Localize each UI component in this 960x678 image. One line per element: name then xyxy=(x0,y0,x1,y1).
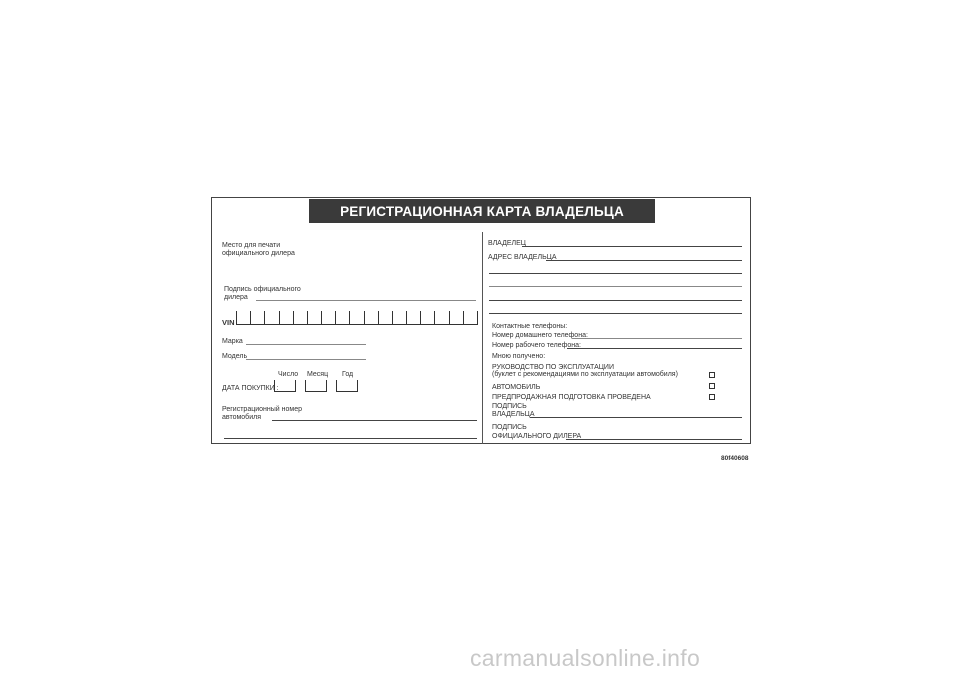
dealer-signature-right-label-line2: ОФИЦИАЛЬНОГО ДИЛЕРА xyxy=(492,433,582,440)
owner-address-line3[interactable] xyxy=(489,286,742,287)
home-phone-field[interactable] xyxy=(572,338,742,339)
vin-cell[interactable] xyxy=(393,311,407,325)
vin-cell[interactable] xyxy=(379,311,393,325)
registration-card xyxy=(211,197,751,444)
vin-cell[interactable] xyxy=(322,311,336,325)
vin-cell[interactable] xyxy=(450,311,464,325)
received-label: Мною получено: xyxy=(492,353,546,360)
reg-number-label-line2: автомобиля xyxy=(222,414,261,421)
owner-address-label: АДРЕС ВЛАДЕЛЬЦА xyxy=(488,254,557,261)
vin-cell[interactable] xyxy=(421,311,435,325)
stamp-place-label-line1: Место для печати xyxy=(222,242,281,249)
make-field[interactable] xyxy=(246,344,366,345)
manual-label-line2: (буклет с рекомендациями по эксплуатации автомобиля) xyxy=(492,371,678,378)
purchase-year-field[interactable] xyxy=(336,380,358,392)
owner-signature-label-line2: ВЛАДЕЛЬЦА xyxy=(492,411,535,418)
vehicle-label: АВТОМОБИЛЬ xyxy=(492,384,541,391)
dealer-signature-field[interactable] xyxy=(256,300,476,301)
vin-cell[interactable] xyxy=(294,311,308,325)
model-label: Модель xyxy=(222,353,248,360)
owner-label: ВЛАДЕЛЕЦ xyxy=(488,240,526,247)
reg-number-field[interactable] xyxy=(272,420,477,421)
vin-cell[interactable] xyxy=(435,311,449,325)
dealer-signature-label-line2: дилера xyxy=(224,294,248,301)
purchase-month-field[interactable] xyxy=(305,380,327,392)
owner-address-line4[interactable] xyxy=(489,300,742,301)
owner-signature-field[interactable] xyxy=(530,417,742,418)
purchase-date-label: ДАТА ПОКУПКИ : xyxy=(222,385,279,392)
day-label: Число xyxy=(278,371,299,378)
dealer-signature-label-line1: Подпись официального xyxy=(224,286,301,293)
manual-checkbox[interactable] xyxy=(709,372,715,378)
dealer-signature-right-label-line1: ПОДПИСЬ xyxy=(492,424,527,431)
predelivery-checkbox[interactable] xyxy=(709,394,715,400)
owner-signature-label-line1: ПОДПИСЬ xyxy=(492,403,527,410)
vehicle-checkbox[interactable] xyxy=(709,383,715,389)
predelivery-label: ПРЕДПРОДАЖНАЯ ПОДГОТОВКА ПРОВЕДЕНА xyxy=(492,394,651,401)
vin-cell[interactable] xyxy=(336,311,350,325)
owner-address-line2[interactable] xyxy=(489,273,742,274)
year-label: Год xyxy=(342,371,354,378)
vin-cell[interactable] xyxy=(350,311,364,325)
vin-field[interactable] xyxy=(236,311,478,325)
work-phone-field[interactable] xyxy=(567,348,742,349)
page-code: 80f40608 xyxy=(721,455,749,462)
vin-cell[interactable] xyxy=(407,311,421,325)
watermark: carmanualsonline.info xyxy=(470,645,701,671)
vin-cell[interactable] xyxy=(265,311,279,325)
vin-cell[interactable] xyxy=(464,311,478,325)
stamp-place-label-line2: официального дилера xyxy=(222,250,295,257)
vin-cell[interactable] xyxy=(251,311,265,325)
dealer-signature-right-field[interactable] xyxy=(566,439,742,440)
contact-phones-label: Контактные телефоны: xyxy=(492,323,568,330)
manual-label-line1: РУКОВОДСТВО ПО ЭКСПЛУАТАЦИИ xyxy=(492,364,614,371)
card-title: РЕГИСТРАЦИОННАЯ КАРТА ВЛАДЕЛЬЦА xyxy=(309,199,655,223)
month-label: Месяц xyxy=(307,371,329,378)
purchase-day-field[interactable] xyxy=(274,380,296,392)
owner-field[interactable] xyxy=(522,246,742,247)
make-label: Марка xyxy=(222,338,243,345)
work-phone-label: Номер рабочего телефона: xyxy=(492,342,581,349)
home-phone-label: Номер домашнего телефона: xyxy=(492,332,588,339)
vin-cell[interactable] xyxy=(308,311,322,325)
model-field[interactable] xyxy=(246,359,366,360)
reg-number-label-line1: Регистрационный номер xyxy=(222,406,302,413)
vin-cell[interactable] xyxy=(280,311,294,325)
owner-address-field[interactable] xyxy=(546,260,742,261)
owner-address-line5[interactable] xyxy=(489,313,742,314)
vin-cell[interactable] xyxy=(237,311,251,325)
reg-number-field-extra[interactable] xyxy=(224,438,477,439)
vin-label: VIN xyxy=(222,318,235,327)
card-divider xyxy=(482,232,483,444)
vin-cell[interactable] xyxy=(365,311,379,325)
